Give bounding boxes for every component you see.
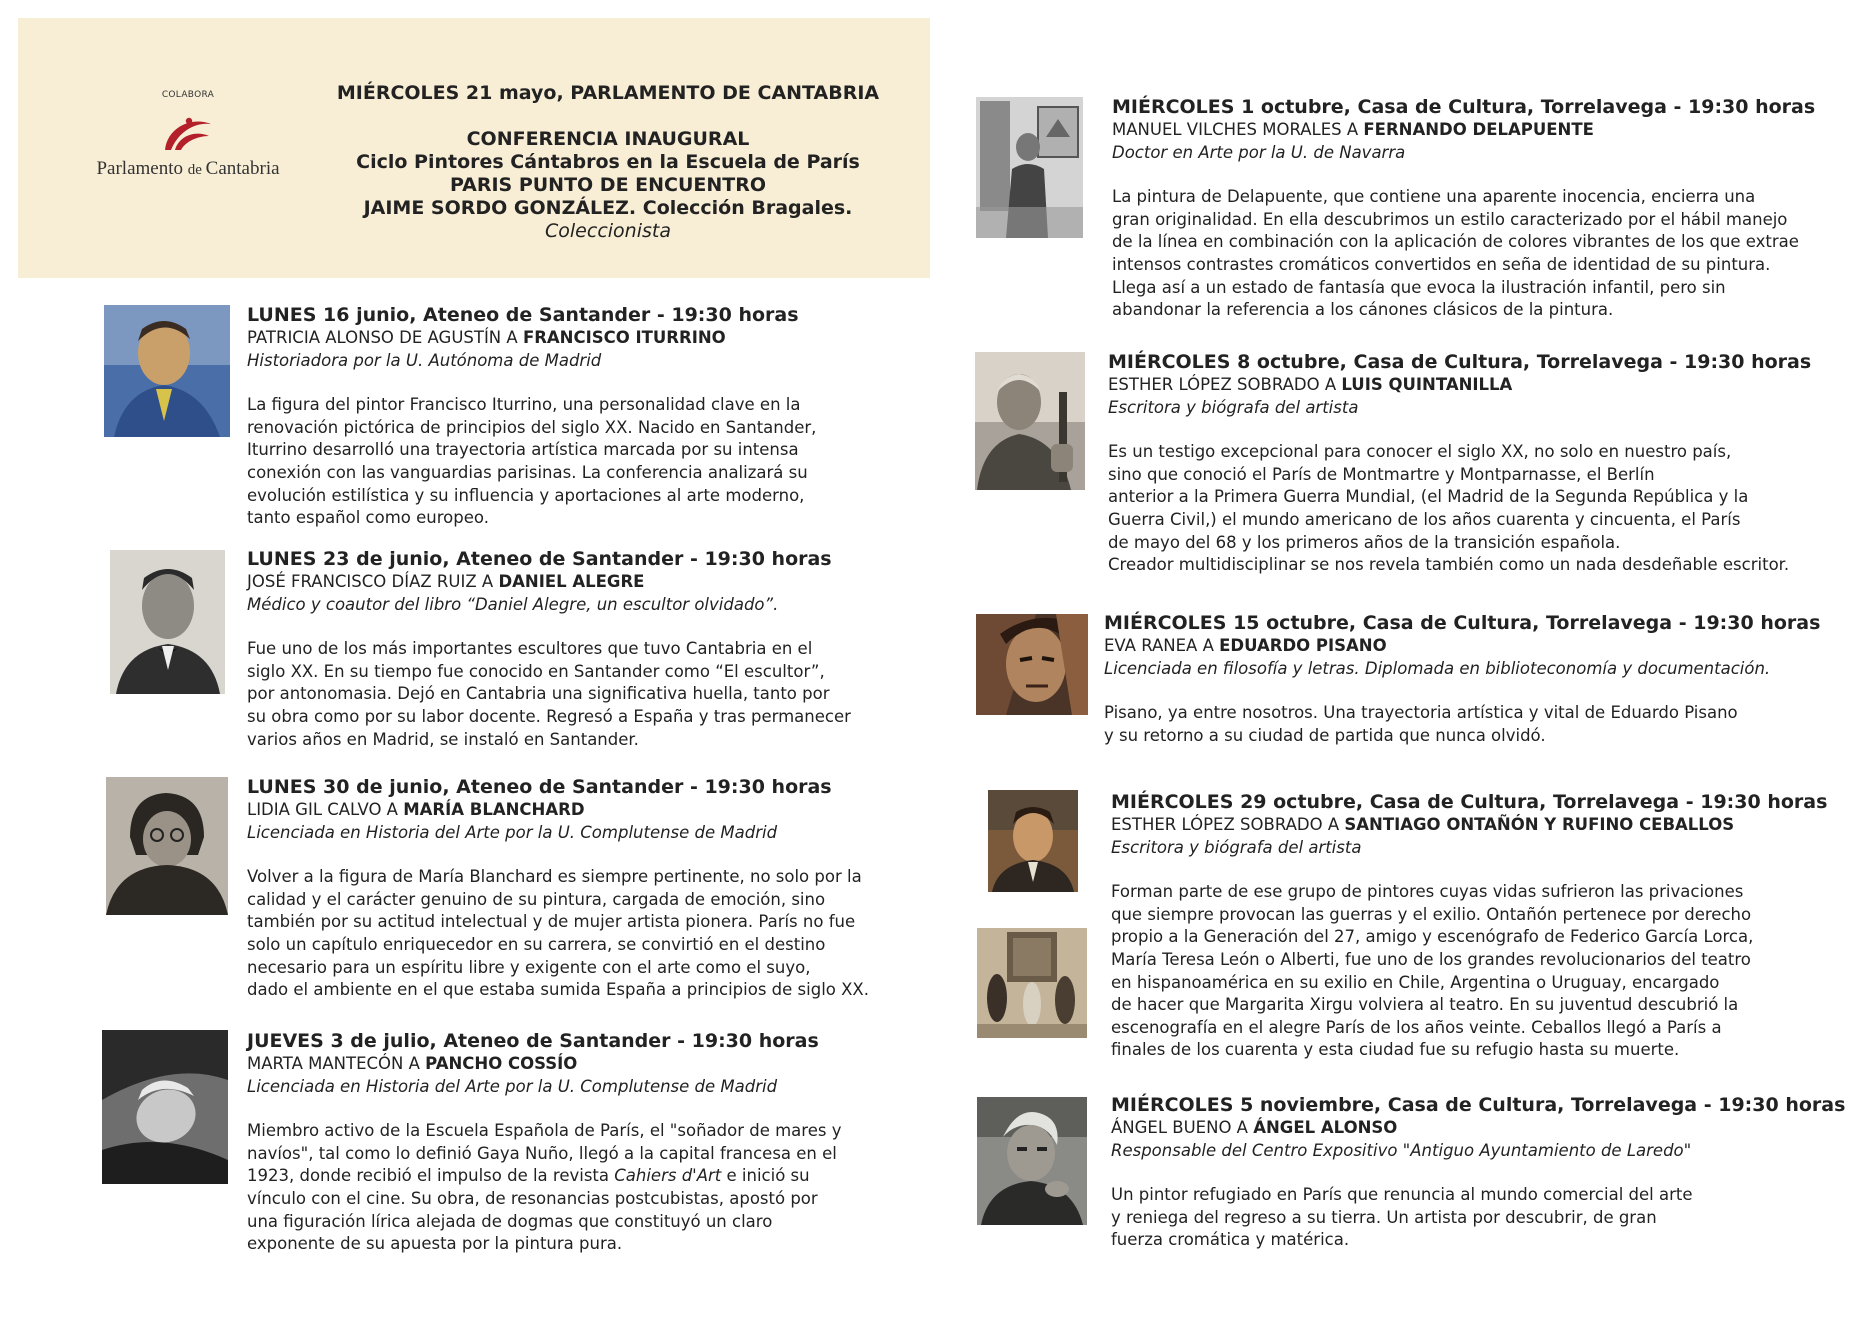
event-artist: MARÍA BLANCHARD: [403, 800, 585, 819]
event-description: Volver a la figura de María Blanchard es siempre pertinente, no solo por la calidad y el carácter genuino de su pintura, cargada de emoción, sino también por su actitud intelectual y de mujer artista pionera. París no fue solo un capítulo enriquecedor en su carrera, se convirtió en el destino necesario para un espíritu libre y exigente con el arte como el suyo, dado el ambiente en el que estaba sumida España a principios de siglo XX.: [247, 867, 869, 1000]
event-speaker-role: Historiadora por la U. Autónoma de Madrid: [247, 350, 602, 370]
parlamento-logo: [88, 90, 288, 180]
event-title: LUNES 16 junio, Ateneo de Santander - 19:30 horas: [247, 304, 799, 326]
portrait-angel-alonso: [977, 1097, 1087, 1225]
event-title: MIÉRCOLES 1 octubre, Casa de Cultura, Torrelavega - 19:30 horas: [1112, 96, 1816, 118]
event-speaker: EVA RANEA A EDUARDO PISANO: [1104, 636, 1387, 655]
portrait-luis-quintanilla: [975, 352, 1085, 490]
inaugural-line1: CONFERENCIA INAUGURAL: [466, 128, 750, 150]
event-speaker: MARTA MANTECÓN A PANCHO COSSÍO: [247, 1054, 578, 1073]
inaugural-line5: Coleccionista: [545, 220, 671, 242]
event-speaker-role: Licenciada en Historia del Arte por la U. Complutense de Madrid: [247, 822, 778, 842]
event-speaker: ÁNGEL BUENO A ÁNGEL ALONSO: [1111, 1118, 1398, 1137]
event-description: La pintura de Delapuente, que contiene una aparente inocencia, encierra una gran originalidad. En ella descubrimos un estilo caracterizado por el hábil manejo de la línea en combinación con la aplicación de colores vibrantes de los que extrae intensos contrastes cromáticos convertidos en seña de identidad de su pintura. Llega así a un estado de fantasía que evoca la ilustración infantil, pero sin abandonar la referencia a los cánones clásicos de la pintura.: [1112, 187, 1799, 320]
event-title: MIÉRCOLES 15 octubre, Casa de Cultura, Torrelavega - 19:30 horas: [1104, 612, 1821, 634]
event-description: Un pintor refugiado en París que renuncia al mundo comercial del arte y reniega del regreso a su tierra. Un artista por descubrir, de gran fuerza cromática y matérica.: [1111, 1185, 1693, 1250]
portrait-santiago-ontanon: [988, 790, 1078, 892]
inaugural-line2: Ciclo Pintores Cántabros en la Escuela de París: [356, 151, 860, 173]
event-speaker: PATRICIA ALONSO DE AGUSTÍN A FRANCISCO ITURRINO: [247, 328, 726, 347]
portrait-daniel-alegre: [110, 550, 225, 694]
painting-rufino-ceballos: [977, 928, 1087, 1038]
event-speaker-role: Doctor en Arte por la U. de Navarra: [1112, 142, 1406, 162]
portrait-pancho-cossio: [102, 1030, 228, 1184]
event-speaker-role: Licenciada en filosofía y letras. Diplomada en biblioteconomía y documentación.: [1104, 658, 1771, 678]
portrait-iturrino: [104, 305, 230, 437]
event-artist: DANIEL ALEGRE: [498, 572, 645, 591]
inaugural-conference: [308, 82, 908, 243]
event-speaker-role: Responsable del Centro Expositivo "Antiguo Ayuntamiento de Laredo": [1111, 1140, 1692, 1160]
event-speaker: LIDIA GIL CALVO A MARÍA BLANCHARD: [247, 800, 585, 819]
portrait-eduardo-pisano: [976, 614, 1088, 715]
inaugural-date: MIÉRCOLES 21 mayo, PARLAMENTO DE CANTABRIA: [336, 82, 880, 104]
event-speaker: JOSÉ FRANCISCO DÍAZ RUIZ A DANIEL ALEGRE: [247, 572, 645, 591]
event-description: Fue uno de los más importantes escultores que tuvo Cantabria en el siglo XX. En su tiempo fue conocido en Santander como “El escultor”, por antonomasia. Dejó en Cantabria una significativa huella, tanto por su obra como por su labor docente. Regresó a España y tras permanecer varios años en Madrid, se instaló en Santander.: [247, 639, 851, 749]
event-description: Pisano, ya entre nosotros. Una trayectoria artística y vital de Eduardo Pisano y su retorno a su ciudad de partida que nunca olvidó.: [1104, 703, 1738, 745]
event-speaker-role: Escritora y biógrafa del artista: [1111, 837, 1362, 857]
event-artist: PANCHO COSSÍO: [425, 1054, 578, 1073]
event-artist: ÁNGEL ALONSO: [1253, 1118, 1398, 1137]
event-speaker: MANUEL VILCHES MORALES A FERNANDO DELAPUENTE: [1112, 120, 1594, 139]
event-artist: FRANCISCO ITURRINO: [522, 328, 726, 347]
inaugural-line4: JAIME SORDO GONZÁLEZ. Colección Bragales.: [363, 197, 853, 219]
event-artist: EDUARDO PISANO: [1219, 636, 1387, 655]
event-description: Miembro activo de la Escuela Española de París, el "soñador de mares y navíos", tal como lo definió Gaya Nuño, llegó a la capital francesa en el 1923, donde recibió el impulso de la revista Cahiers d'Art e inició su vínculo con el cine. Su obra, de resonancias postcubistas, apostó por una figuración lírica alejada de dogmas que constituyó un claro exponente de su apuesta por la pintura pura.: [247, 1121, 842, 1254]
header-banner: [18, 18, 930, 278]
inaugural-line3: PARIS PUNTO DE ENCUENTRO: [449, 174, 767, 196]
event-artist: FERNANDO DELAPUENTE: [1363, 120, 1594, 139]
colabora-label: COLABORA: [161, 90, 215, 100]
event-speaker-role: Escritora y biógrafa del artista: [1108, 397, 1359, 417]
event-description: La figura del pintor Francisco Iturrino, una personalidad clave en la renovación pictórica de principios del siglo XX. Nacido en Santander, Iturrino desarrolló una trayectoria artística marcada por su intensa conexión con las vanguardias parisinas. La conferencia analizará su evolución estilística y su influencia y aportaciones al arte moderno, tanto español como europeo.: [247, 395, 817, 528]
event-title: LUNES 23 de junio, Ateneo de Santander - 19:30 horas: [247, 548, 832, 570]
event-artist: LUIS QUINTANILLA: [1341, 375, 1513, 394]
event-title: MIÉRCOLES 29 octubre, Casa de Cultura, Torrelavega - 19:30 horas: [1111, 791, 1828, 813]
event-artist: SANTIAGO ONTAÑÓN Y RUFINO CEBALLOS: [1344, 815, 1735, 834]
event-speaker: ESTHER LÓPEZ SOBRADO A SANTIAGO ONTAÑÓN Y RUFINO CEBALLOS: [1111, 815, 1735, 834]
portrait-maria-blanchard: [106, 777, 228, 915]
parlamento-logo-icon: [153, 110, 223, 156]
event-speaker-role: Médico y coautor del libro “Daniel Alegre, un escultor olvidado”.: [247, 594, 779, 614]
event-speaker: ESTHER LÓPEZ SOBRADO A LUIS QUINTANILLA: [1108, 375, 1513, 394]
event-description: Forman parte de ese grupo de pintores cuyas vidas sufrieron las privaciones que siempre provocan las guerras y el exilio. Ontañón pertenece por derecho propio a la Generación del 27, amigo y escenógrafo de Federico García Lorca, María Teresa León o Alberti, fue uno de los grandes revolucionarios del teatro en hispanoamérica en su exilio en Chile, Argentina o Uruguay, encargado de hacer que Margarita Xirgu volviera al teatro. En su juventud descubrió la escenografía en el alegre París de los años veinte. Ceballos llegó a París a finales de los cuarenta y esta ciudad fue su refugio hasta su muerte.: [1111, 882, 1754, 1060]
parlamento-logo-name: Parlamento de Cantabria: [96, 158, 280, 179]
event-title: LUNES 30 de junio, Ateneo de Santander - 19:30 horas: [247, 776, 832, 798]
event-speaker-role: Licenciada en Historia del Arte por la U. Complutense de Madrid: [247, 1076, 778, 1096]
event-title: JUEVES 3 de julio, Ateneo de Santander - 19:30 horas: [247, 1030, 819, 1052]
event-description: Es un testigo excepcional para conocer el siglo XX, no solo en nuestro país, sino que conoció el París de Montmartre y Montparnasse, el Berlín anterior a la Primera Guerra Mundial, (el Madrid de la Segunda República y la Guerra Civil,) el mundo americano de los años cuarenta y cincuenta, el París de mayo del 68 y los primeros años de la transición española. Creador multidisciplinar se nos revela también como un nada desdeñable escritor.: [1108, 442, 1790, 575]
event-title: MIÉRCOLES 5 noviembre, Casa de Cultura, Torrelavega - 19:30 horas: [1111, 1094, 1846, 1116]
event-title: MIÉRCOLES 8 octubre, Casa de Cultura, Torrelavega - 19:30 horas: [1108, 351, 1812, 373]
portrait-fernando-delapuente: [976, 97, 1083, 238]
